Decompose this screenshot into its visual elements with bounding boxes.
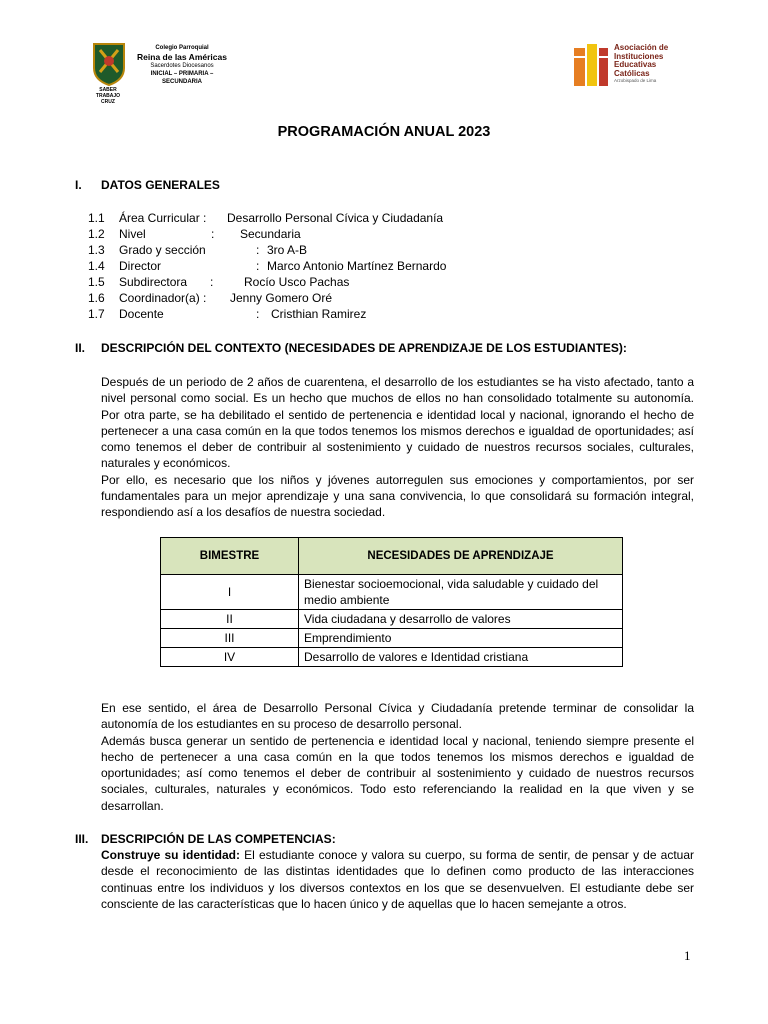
competency-name: Construye su identidad: bbox=[101, 848, 240, 862]
association-line: Educativas bbox=[614, 60, 657, 69]
column-header: NECESIDADES DE APRENDIZAJE bbox=[299, 538, 623, 575]
field-number: 1.5 bbox=[88, 275, 105, 289]
school-name: Reina de las Américas bbox=[137, 52, 227, 62]
field-value: Jenny Gomero Oré bbox=[230, 291, 333, 305]
school-logo bbox=[88, 40, 233, 106]
competency-paragraph bbox=[101, 847, 694, 912]
field-label: Director bbox=[119, 259, 162, 273]
section-heading: DESCRIPCIÓN DEL CONTEXTO (NECESIDADES DE APRENDIZAJE DE LOS ESTUDIANTES): bbox=[101, 341, 627, 355]
field-separator: : bbox=[210, 275, 214, 289]
motto-line: CRUZ bbox=[101, 99, 115, 105]
field-label: Coordinador(a) : bbox=[119, 291, 207, 305]
field-separator: : bbox=[256, 259, 260, 273]
column-header: BIMESTRE bbox=[161, 538, 299, 575]
field-number: 1.4 bbox=[88, 259, 105, 273]
section-heading: DATOS GENERALES bbox=[101, 178, 220, 192]
page-number: 1 bbox=[684, 948, 691, 963]
school-line3: Sacerdotes Diocesanos bbox=[150, 63, 214, 69]
field-value: 3ro A-B bbox=[267, 243, 308, 257]
necesidad-cell: Vida ciudadana y desarrollo de valores bbox=[299, 610, 623, 629]
field-label: Nivel bbox=[119, 227, 146, 241]
needs-table bbox=[160, 537, 623, 667]
bimestre-cell: IV bbox=[161, 648, 299, 667]
necesidad-cell: Bienestar socioemocional, vida saludable y cuidado del medio ambiente bbox=[299, 575, 623, 610]
necesidad-cell: Emprendimiento bbox=[299, 629, 623, 648]
section-heading: DESCRIPCIÓN DE LAS COMPETENCIAS: bbox=[101, 832, 336, 846]
bimestre-cell: III bbox=[161, 629, 299, 648]
table-row bbox=[161, 575, 623, 610]
association-cross-icon bbox=[572, 42, 610, 88]
association-line: Católicas bbox=[614, 68, 650, 78]
paragraph: Por ello, es necesario que los niños y jóvenes autorregulen sus emociones y comportamientos, por ser fundamentales para un mejor aprendizaje y una sana convivencia, lo que consolidará su formación integral, respondiendo así a los desafíos de nuestra sociedad. bbox=[101, 472, 694, 520]
table-row bbox=[161, 610, 623, 629]
paragraph: En ese sentido, el área de Desarrollo Personal Cívica y Ciudadanía pretende terminar de consolidar la autonomía de los estudiantes en su proceso de desarrollo personal. bbox=[101, 701, 694, 732]
bimestre-cell: I bbox=[161, 575, 299, 610]
necesidad-cell: Desarrollo de valores e Identidad cristiana bbox=[299, 648, 623, 667]
field-label: Subdirectora bbox=[119, 275, 188, 289]
association-line: Instituciones bbox=[614, 51, 664, 61]
paragraph: Después de un periodo de 2 años de cuarentena, el desarrollo de los estudiantes se ha visto afectado, tanto a nivel personal como social. Es un hecho que muchos de ellos no han consolidado totalmente su autonomía. Por otra parte, se ha debilitado el sentido de pertenencia e identidad local y nacional, ignorando el hecho de pertenecer a una casa común en la que todos tenemos los mismos derechos e igualdad de oportunidades; así como tenemos el deber de contribuir al sostenimiento y cuidado de nuestros recursos sociales, culturales, naturales y económicos. bbox=[101, 375, 694, 471]
field-separator: : bbox=[256, 243, 260, 257]
section-number: I. bbox=[75, 178, 82, 192]
field-value: Cristhian Ramirez bbox=[271, 307, 367, 321]
paragraph: Además busca generar un sentido de pertenencia e identidad local y nacional, teniendo siempre presente el hecho de pertenecer a una casa común en la que todos tenemos los mismos derechos e igualdad de oportunidades; así como tenemos el deber de contribuir al sostenimiento y cuidado de nuestros recursos sociales, culturales, naturales y económicos. Todo esto referenciando la realidad en la que viven y se desarrollan. bbox=[101, 733, 694, 813]
field-value: Rocío Usco Pachas bbox=[244, 275, 350, 289]
school-levels: INICIAL – PRIMARIA – SECUNDARIA bbox=[150, 71, 214, 85]
context-paragraphs bbox=[101, 374, 694, 521]
table-row bbox=[161, 629, 623, 648]
motto-line: TRABAJO bbox=[95, 93, 121, 99]
field-value: Marco Antonio Martínez Bernardo bbox=[267, 259, 447, 273]
field-number: 1.3 bbox=[88, 243, 105, 257]
section-number: III. bbox=[75, 832, 89, 846]
school-shield-icon bbox=[92, 42, 126, 86]
field-value: Secundaria bbox=[240, 227, 301, 241]
association-sub: Arzobispado de Lima bbox=[614, 78, 657, 83]
field-label: Grado y sección bbox=[119, 243, 206, 257]
association-text bbox=[614, 44, 668, 84]
field-separator: : bbox=[256, 307, 260, 321]
table-row bbox=[161, 648, 623, 667]
school-motto bbox=[88, 87, 128, 105]
table-header-row bbox=[161, 538, 623, 575]
area-paragraphs bbox=[101, 700, 694, 814]
section-number: II. bbox=[75, 341, 86, 355]
school-text bbox=[130, 44, 234, 86]
document-title: PROGRAMACIÓN ANUAL 2023 bbox=[277, 124, 491, 140]
school-line1: Colegio Parroquial bbox=[155, 45, 209, 51]
field-number: 1.7 bbox=[88, 307, 105, 321]
field-number: 1.2 bbox=[88, 227, 105, 241]
association-line: Asociación de bbox=[614, 43, 669, 52]
bimestre-cell: II bbox=[161, 610, 299, 629]
field-label: Docente bbox=[119, 307, 164, 321]
field-number: 1.6 bbox=[88, 291, 105, 305]
competency-text: El estudiante conoce y valora su cuerpo, su forma de sentir, de pensar y de actuar desde el reconocimiento de las distintas identidades que lo definen como producto de las interacciones continuas entre los individuos y los diversos contextos en los que se desenvuelven. El estudiante debe ser consciente de las características que lo hacen único y de aquellas que lo hacen semejante a otros. bbox=[101, 848, 694, 911]
association-logo bbox=[572, 42, 682, 88]
field-separator: : bbox=[211, 227, 215, 241]
field-label: Área Curricular : bbox=[119, 211, 207, 225]
field-number: 1.1 bbox=[88, 211, 105, 225]
motto-line: SABER bbox=[99, 87, 117, 93]
field-value: Desarrollo Personal Cívica y Ciudadanía bbox=[227, 211, 444, 225]
